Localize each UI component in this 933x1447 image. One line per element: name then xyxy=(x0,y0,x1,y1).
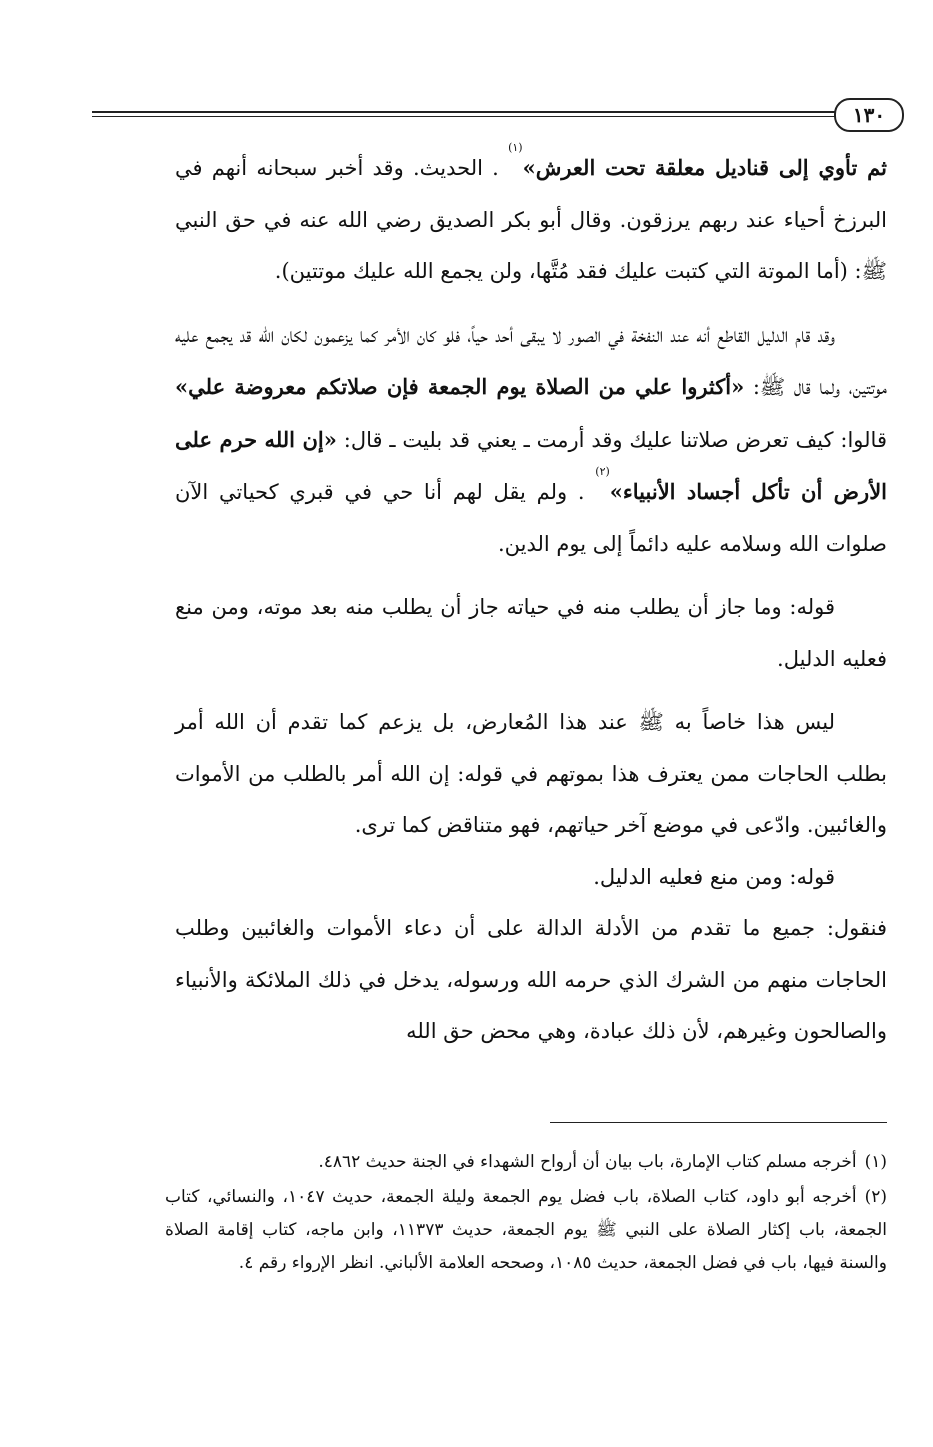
paragraph-1-text: . الحديث. وقد أخبر سبحانه أنهم في البرزخ أحياء عند ربهم يرزقون. وقال أبو بكر الصديق رضي الله عنه في حق النبي ﷺ: (أما الموتة التي كتبت عليك فقد مُتَّها، ولن يجمع الله عليك موتتين). xyxy=(175,156,887,283)
paragraph-3: قوله: وما جاز أن يطلب منه في حياته جاز أن يطلب منه بعد موته، ومن منع فعليه الدليل. xyxy=(175,595,887,671)
footnote-number: (٢) xyxy=(864,1187,887,1207)
paragraph-4: ليس هذا خاصاً به ﷺ عند هذا المُعارض، بل يزعم كما تقدم أن الله أمر بطلب الحاجات ممن يعترف هذا بموتهم في قوله: إن الله أمر بالطلب من الأموات والغائبين. وادّعى في موضع آخر حياتهم، فهو متناقض كما ترى. xyxy=(175,710,887,837)
header-rule xyxy=(92,111,846,113)
footnote-1 xyxy=(165,1146,887,1179)
paragraph-2-text-a: وقد قام الدليل القاطع أنه عند النفخة في الصور لا يبقى أحد حياً، فلو كان الأمر كما يزعمون لكان الله قد يجمع عليه موتتين، ولما قال ﷺ: xyxy=(175,322,887,399)
page-number-badge xyxy=(834,98,904,132)
main-text xyxy=(175,142,887,1058)
header-rule-thin xyxy=(92,116,846,117)
hadith-quote: «إن الله حرم على الأرض أن تأكل أجساد الأنبياء» xyxy=(175,426,887,504)
footnote-2 xyxy=(165,1181,887,1280)
paragraph-5: قوله: ومن منع فعليه الدليل. xyxy=(593,864,835,889)
footnote-text: أخرجه أبو داود، كتاب الصلاة، باب فضل يوم الجمعة وليلة الجمعة، حديث ١٠٤٧، والنسائي، كتاب الجمعة، باب إكثار الصلاة على النبي ﷺ يوم الجمعة، حديث ١١٣٧٣، وابن ماجه، كتاب إقامة الصلاة والسنة فيها، باب في فضل الجمعة، حديث ١٠٨٥، وصححه العلامة الألباني. انظر الإرواء رقم ٤. xyxy=(165,1187,888,1273)
footnote-text: أخرجه مسلم كتاب الإمارة، باب بيان أن أرواح الشهداء في الجنة حديث ٤٨٦٢. xyxy=(318,1152,857,1172)
paragraph-2 xyxy=(175,310,887,571)
page-number: ١٣٠ xyxy=(852,103,886,127)
page-header xyxy=(92,98,904,132)
paragraph-2-text-d: . ولم يقل لهم أنا حي في قبري كحياتي الآن صلوات الله وسلامه عليه دائماً إلى يوم الدين. xyxy=(175,480,887,556)
footnote-ref-1: (١) xyxy=(508,141,523,154)
footnote-ref-2: (٢) xyxy=(595,465,610,478)
hadith-quote: «أكثروا علي من الصلاة يوم الجمعة فإن صلاتكم معروضة علي» xyxy=(175,374,745,399)
paragraph-2-text-c: قالوا: كيف تعرض صلاتنا عليك وقد أرمت ـ يعني قد بليت ـ قال: xyxy=(336,427,887,452)
hadith-quote: ثم تأوي إلى قناديل معلقة تحت العرش» xyxy=(522,155,887,180)
paragraph-6: فنقول: جميع ما تقدم من الأدلة الدالة على أن دعاء الأموات والغائبين وطلب الحاجات منهم من الشرك الذي حرمه الله ورسوله، يدخل في ذلك الملائكة والأنبياء والصالحون وغيرهم، لأن ذلك عبادة، وهي محض حق الله xyxy=(175,916,887,1043)
footnote-number: (١) xyxy=(864,1152,887,1172)
paragraph-1 xyxy=(175,142,887,298)
footnote-separator xyxy=(550,1122,887,1123)
footnotes xyxy=(165,1146,887,1282)
